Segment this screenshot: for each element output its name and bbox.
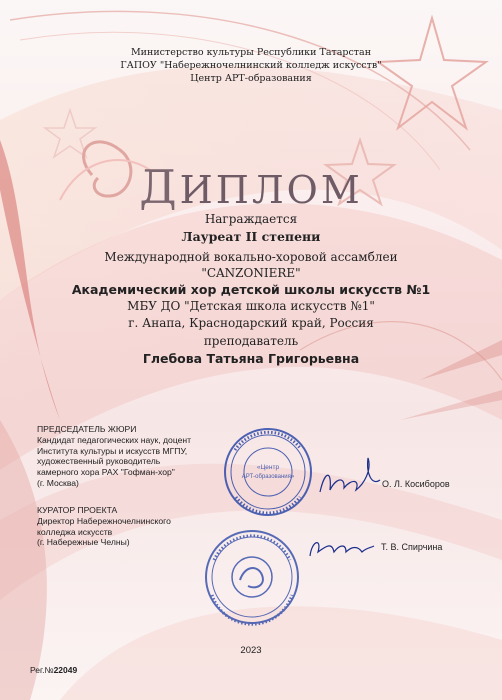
- center-stamp: [225, 429, 311, 515]
- title-first-letter: Д: [139, 160, 180, 214]
- jury-chair-heading: ПРЕДСЕДАТЕЛЬ ЖЮРИ: [37, 424, 137, 434]
- college-line: ГАПОУ "Набережночелнинский колледж искусств": [120, 60, 382, 71]
- jury-signature-name: О. Л. Косиборов: [382, 479, 450, 489]
- recipient-city: г. Анапа, Краснодарский край, Россия: [128, 316, 374, 330]
- jury-line-4: камерного хора РАХ "Гофман-хор": [37, 467, 175, 478]
- recipient-school: МБУ ДО "Детская школа искусств №1": [127, 299, 375, 313]
- curator-signature-name: Т. В. Спирчина: [381, 542, 443, 552]
- event-line-2: "CANZONIERE": [201, 266, 301, 280]
- ministry-line: Министерство культуры Республики Татарстан: [130, 47, 372, 58]
- reg-number: 22049: [53, 665, 78, 675]
- teacher-name: Глебова Татьяна Григорьевна: [142, 351, 360, 366]
- laureate-degree: Лауреат II степени: [181, 229, 321, 244]
- awarded-text: Награждается: [204, 212, 298, 226]
- issue-year: 2023: [240, 645, 262, 656]
- jury-line-2: Института культуры и искусств МГПУ,: [37, 445, 188, 456]
- title-rest: ИПЛОМ: [179, 168, 363, 212]
- jury-line-5: (г. Москва): [37, 477, 79, 488]
- curator-line-1: Директор Набережночелнинского: [37, 515, 171, 526]
- reg-prefix: Рег.№: [30, 665, 54, 675]
- curator-heading: КУРАТОР ПРОЕКТА: [37, 505, 118, 515]
- teacher-role: преподаватель: [203, 334, 299, 348]
- registration-number: [30, 665, 77, 675]
- curator-line-3: (г. Набережные Челны): [37, 537, 130, 548]
- center-line: Центр АРТ-образования: [190, 73, 312, 84]
- jury-line-3: художественный руководитель: [37, 456, 161, 467]
- curator-line-2: колледжа искусств: [37, 526, 113, 537]
- recipient-group: Академический хор детской школы искусств №1: [71, 282, 431, 297]
- stamp-center-line-1: «Центр: [256, 464, 280, 471]
- jury-line-1: Кандидат педагогических наук, доцент: [37, 434, 192, 445]
- curator-signature: [310, 543, 374, 556]
- stamp-center-line-2: АРТ-образования»: [241, 474, 295, 480]
- college-stamp: [206, 531, 298, 624]
- jury-signature: [320, 458, 380, 492]
- event-line-1: Международной вокально-хоровой ассамблеи: [104, 250, 398, 264]
